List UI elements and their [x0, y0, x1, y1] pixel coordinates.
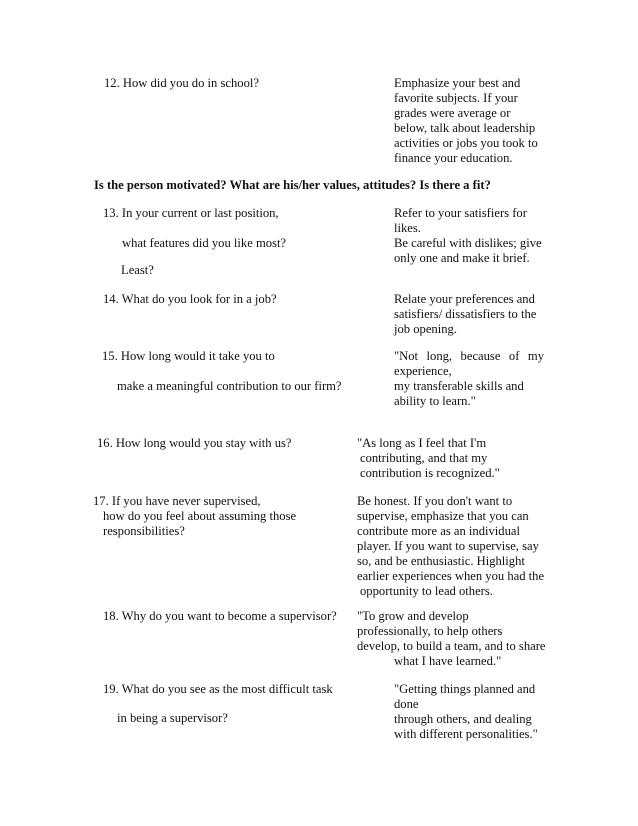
answer-line: my transferable skills and — [394, 379, 524, 393]
answer-line: with different personalities." — [394, 727, 538, 741]
answer-17 — [357, 494, 544, 599]
answer-line: player. If you want to supervise, say — [357, 539, 539, 553]
answer-line: contribute more as an individual — [357, 524, 520, 538]
answer-line: likes. — [394, 221, 421, 235]
answer-line: "Getting things planned and — [394, 682, 536, 696]
answer-line: Be honest. If you don't want to — [357, 494, 513, 508]
answer-line: job opening. — [394, 322, 457, 336]
question-16: 16. How long would you stay with us? — [97, 436, 292, 450]
question-18: 18. Why do you want to become a supervisor? — [103, 609, 337, 623]
answer-line: Emphasize your best and — [394, 76, 521, 90]
question-12: 12. How did you do in school? — [104, 76, 259, 90]
answer-line: Refer to your satisfiers for — [394, 206, 527, 220]
question-13-line-2: what features did you like most? — [122, 236, 287, 250]
answer-line: opportunity to lead others. — [360, 584, 493, 598]
section-heading: Is the person motivated? What are his/her values, attitudes? Is there a fit? — [94, 178, 491, 192]
answer-line: so, and be enthusiastic. Highlight — [357, 554, 525, 568]
answer-18 — [357, 609, 546, 669]
answer-line: experience, — [394, 364, 452, 378]
answer-line: done — [394, 697, 419, 711]
answer-line: through others, and dealing — [394, 712, 532, 726]
answer-line: "As long as I feel that I'm — [357, 436, 487, 450]
answer-line: satisfiers/ dissatisfiers to the — [394, 307, 537, 321]
question-13-line-3: Least? — [121, 263, 154, 277]
answer-16 — [357, 436, 500, 481]
answer-12 — [394, 76, 538, 166]
answer-line: ability to learn." — [394, 394, 476, 408]
answer-19 — [394, 682, 538, 742]
question-13: 13. In your current or last position, — [103, 206, 279, 220]
answer-13 — [394, 206, 542, 266]
answer-line: professionally, to help others — [357, 624, 503, 638]
question-15: 15. How long would it take you to — [102, 349, 275, 363]
answer-line: favorite subjects. If your — [394, 91, 518, 105]
question-14: 14. What do you look for in a job? — [103, 292, 277, 306]
answer-line: only one and make it brief. — [394, 251, 530, 265]
answer-line: finance your education. — [394, 151, 513, 165]
answer-line: grades were average or — [394, 106, 511, 120]
question-19: 19. What do you see as the most difficult task — [103, 682, 333, 696]
question-line: how do you feel about assuming those — [103, 509, 297, 523]
question-19-line-2: in being a supervisor? — [117, 711, 228, 725]
answer-line: earlier experiences when you had the — [357, 569, 545, 583]
answer-line: contribution is recognized." — [360, 466, 500, 480]
answer-15 — [394, 349, 544, 409]
answer-line: Relate your preferences and — [394, 292, 535, 306]
answer-line: develop, to build a team, and to share — [357, 639, 546, 653]
answer-line: "To grow and develop — [357, 609, 469, 623]
answer-line: activities or jobs you took to — [394, 136, 538, 150]
answer-line: "Not long, because of my — [394, 349, 544, 363]
question-15-line-2: make a meaningful contribution to our firm? — [117, 379, 342, 393]
answer-line: supervise, emphasize that you can — [357, 509, 529, 523]
question-line: responsibilities? — [103, 524, 185, 538]
answer-line: contributing, and that my — [360, 451, 488, 465]
answer-line: Be careful with dislikes; give — [394, 236, 542, 250]
answer-line: what I have learned." — [394, 654, 502, 668]
answer-14 — [394, 292, 536, 337]
question-line: 17. If you have never supervised, — [93, 494, 261, 508]
answer-line: below, talk about leadership — [394, 121, 536, 135]
question-17 — [93, 494, 296, 539]
